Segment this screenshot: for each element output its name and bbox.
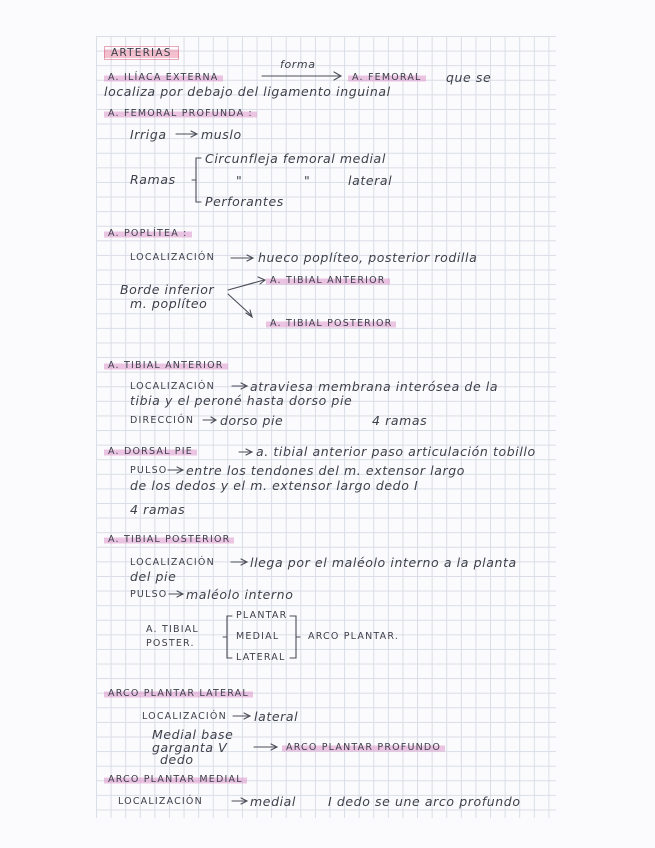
tp-pulso-label: PULSO xyxy=(130,589,168,600)
tp-loc-line-1: llega por el maléolo interno a la planta xyxy=(250,555,517,570)
irriga-label: Irriga xyxy=(130,127,167,142)
al-medial-line-2: garganta V xyxy=(152,740,228,755)
que-se-text: que se xyxy=(446,70,492,85)
poplitea-loc-value: hueco poplíteo, posterior rodilla xyxy=(258,250,478,265)
borde-line-1: Borde inferior xyxy=(120,282,215,297)
am-loc-value: medial xyxy=(250,794,297,809)
ta-dir-ramas: 4 ramas xyxy=(372,413,428,428)
page-title: ARTERIAS xyxy=(104,46,179,60)
tp-group-label-1: A. TIBIAL xyxy=(146,624,199,635)
rama-item-1: Circunfleja femoral medial xyxy=(205,151,386,166)
page-margin-left xyxy=(0,0,96,848)
page-margin-right xyxy=(556,0,655,848)
al-medial-line-1: Medial base xyxy=(152,727,234,742)
dp-pulso-label: PULSO xyxy=(130,465,168,476)
poplitea-loc-label: LOCALIZACIÓN xyxy=(130,252,215,263)
femoral-profunda-heading: A. FEMORAL PROFUNDA : xyxy=(104,108,257,119)
borde-line-2: m. poplíteo xyxy=(130,296,208,311)
forma-label: forma xyxy=(280,58,316,71)
tp-group-label-2: POSTER. xyxy=(146,638,195,649)
am-loc-label: LOCALIZACIÓN xyxy=(118,796,203,807)
ta-dir-label: DIRECCIÓN xyxy=(130,415,195,426)
am-rest: I dedo se une arco profundo xyxy=(328,794,521,809)
ta-loc-line-2: tibia y el peroné hasta dorso pie xyxy=(130,393,353,408)
dorsal-pie-heading: A. DORSAL PIE xyxy=(104,446,197,457)
localiza-text: localiza por debajo del ligamento inguinal xyxy=(104,84,391,99)
tp-loc-line-2: del pie xyxy=(130,569,177,584)
tibial-anterior-heading: A. TIBIAL ANTERIOR xyxy=(104,360,228,371)
tp-arco-plantar: ARCO PLANTAR. xyxy=(308,631,400,642)
arco-medial-heading: ARCO PLANTAR MEDIAL xyxy=(104,774,247,785)
tibial-anterior-branch: A. TIBIAL ANTERIOR xyxy=(266,275,390,286)
rama-ditto-1: " xyxy=(236,173,243,188)
rama-item-perforantes: Perforantes xyxy=(205,194,284,209)
tibial-posterior-heading: A. TIBIAL POSTERIOR xyxy=(104,534,234,545)
al-medial-line-3: dedo xyxy=(160,752,194,767)
rama-lateral: lateral xyxy=(348,173,393,188)
poplitea-heading: A. POPLÍTEA : xyxy=(104,228,192,239)
tp-branch-medial: MEDIAL xyxy=(236,631,280,642)
ramas-label: Ramas xyxy=(130,172,176,187)
page-margin-bottom xyxy=(0,818,655,848)
rama-ditto-2: " xyxy=(304,173,311,188)
ta-dir-value: dorso pie xyxy=(220,413,284,428)
arco-lateral-heading: ARCO PLANTAR LATERAL xyxy=(104,688,253,699)
ta-loc-line-1: atraviesa membrana interósea de la xyxy=(250,379,499,394)
dp-ramas: 4 ramas xyxy=(130,502,186,517)
dp-pulso-line-2: de los dedos y el m. extensor largo dedo I xyxy=(130,478,419,493)
page-margin-top xyxy=(0,0,655,36)
femoral-label: A. FEMORAL xyxy=(348,72,426,83)
ta-loc-label: LOCALIZACIÓN xyxy=(130,381,215,392)
tp-loc-label: LOCALIZACIÓN xyxy=(130,557,215,568)
tp-pulso-value: maléolo interno xyxy=(186,587,294,602)
al-loc-value: lateral xyxy=(254,709,299,724)
irriga-value: muslo xyxy=(201,127,242,142)
tp-branch-lateral: LATERAL xyxy=(236,652,286,663)
dorsal-pie-desc: a. tibial anterior paso articulación tobillo xyxy=(256,444,536,459)
tibial-posterior-branch: A. TIBIAL POSTERIOR xyxy=(266,318,396,329)
iliaca-externa-label: A. ILÍACA EXTERNA xyxy=(104,72,223,83)
al-loc-label: LOCALIZACIÓN xyxy=(142,711,227,722)
al-arco-profundo: ARCO PLANTAR PROFUNDO xyxy=(282,742,445,753)
dp-pulso-line-1: entre los tendones del m. extensor largo xyxy=(186,463,466,478)
tp-branch-plantar: PLANTAR xyxy=(236,610,288,621)
